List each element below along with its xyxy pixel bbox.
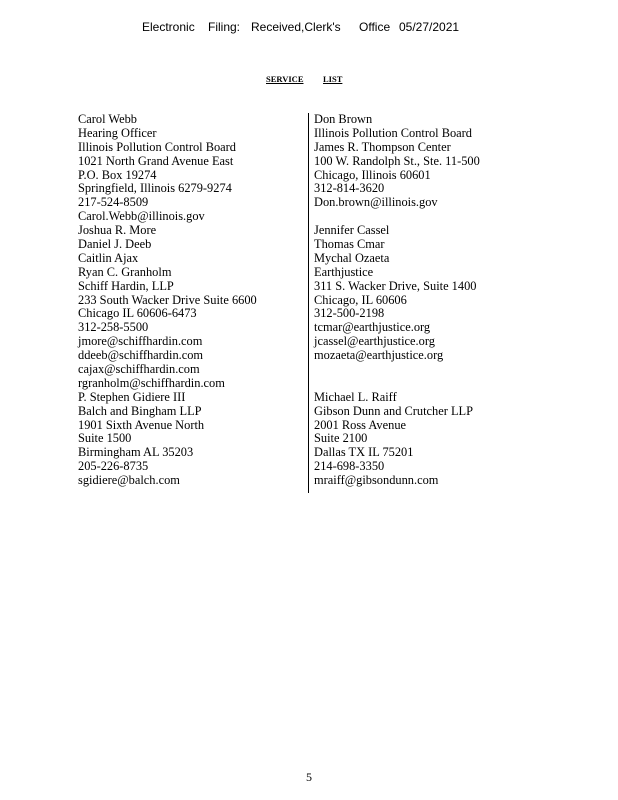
left-line: 1021 North Grand Avenue East (78, 153, 234, 168)
right-email: Don.brown@illinois.gov (314, 195, 438, 210)
left-line: 233 South Wacker Drive Suite 6600 (78, 292, 257, 307)
right-line: Illinois Pollution Control Board (314, 125, 472, 140)
right-line: Mychal Ozaeta (314, 250, 390, 265)
right-line: 100 W. Randolph St., Ste. 11-500 (314, 153, 480, 168)
left-line: Daniel J. Deeb (78, 237, 152, 252)
right-blank-line (314, 210, 480, 224)
right-line: Dallas TX IL 75201 (314, 445, 414, 460)
right-line: 312-500-2198 (314, 306, 385, 321)
left-line: Carol Webb (78, 112, 137, 126)
left-email: cajax@schiffhardin.com (78, 362, 200, 377)
left-line: Illinois Pollution Control Board (78, 139, 236, 154)
left-line: P.O. Box 19274 (78, 167, 157, 182)
left-email: jmore@schiffhardin.com (78, 334, 203, 349)
left-line: Ryan C. Granholm (78, 264, 172, 279)
service-list-left-column (78, 113, 257, 488)
stamp-word-filing: Filing: (208, 20, 241, 34)
left-line: 312-258-5500 (78, 320, 149, 335)
left-email: rgranholm@schiffhardin.com (78, 375, 225, 390)
column-divider (308, 113, 309, 493)
stamp-word-office: Office (359, 20, 391, 34)
left-line: Balch and Bingham LLP (78, 403, 202, 418)
left-line: Caitlin Ajax (78, 250, 139, 265)
left-line: Springfield, Illinois 6279-9274 (78, 181, 232, 196)
right-line: James R. Thompson Center (314, 139, 451, 154)
left-line: Schiff Hardin, LLP (78, 278, 174, 293)
service-list-title-word1: SERVICE (266, 74, 304, 84)
service-list-title-word2: LIST (323, 74, 343, 84)
left-email: ddeeb@schiffhardin.com (78, 348, 204, 363)
right-line: Jennifer Cassel (314, 223, 390, 238)
right-line: Suite 2100 (314, 431, 368, 446)
right-blank-line (314, 363, 480, 377)
left-line: Hearing Officer (78, 125, 157, 140)
left-line: P. Stephen Gidiere III (78, 389, 186, 404)
left-line: 217-524-8509 (78, 195, 149, 210)
right-line: 214-698-3350 (314, 459, 385, 474)
right-line: 311 S. Wacker Drive, Suite 1400 (314, 278, 477, 293)
left-line: 205-226-8735 (78, 459, 149, 474)
right-blank-line (314, 377, 480, 391)
right-line: 312-814-3620 (314, 181, 385, 196)
right-line: Chicago, Illinois 60601 (314, 167, 431, 182)
left-line: Suite 1500 (78, 431, 132, 446)
right-line: Thomas Cmar (314, 237, 385, 252)
right-line: Gibson Dunn and Crutcher LLP (314, 403, 473, 418)
right-line: Michael L. Raiff (314, 389, 397, 404)
page-number: 5 (306, 770, 312, 784)
stamp-date: 05/27/2021 (399, 20, 460, 34)
left-line: Joshua R. More (78, 223, 157, 238)
right-line: Chicago, IL 60606 (314, 292, 407, 307)
right-line: 2001 Ross Avenue (314, 417, 407, 432)
left-email: sgidiere@balch.com (78, 473, 180, 488)
right-email: tcmar@earthjustice.org (314, 320, 431, 335)
right-email: mraiff@gibsondunn.com (314, 473, 439, 488)
stamp-word-received-clerks: Received,Clerk's (251, 20, 341, 34)
right-line: Don Brown (314, 112, 373, 126)
right-email: mozaeta@earthjustice.org (314, 348, 444, 363)
left-line: 1901 Sixth Avenue North (78, 417, 205, 432)
left-line: Birmingham AL 35203 (78, 445, 194, 460)
left-email: Carol.Webb@illinois.gov (78, 209, 205, 224)
left-line: Chicago IL 60606-6473 (78, 306, 197, 321)
right-line: Earthjustice (314, 264, 374, 279)
right-email: jcassel@earthjustice.org (314, 334, 435, 349)
stamp-word-electronic: Electronic (142, 20, 195, 34)
service-list-right-column (314, 113, 480, 488)
